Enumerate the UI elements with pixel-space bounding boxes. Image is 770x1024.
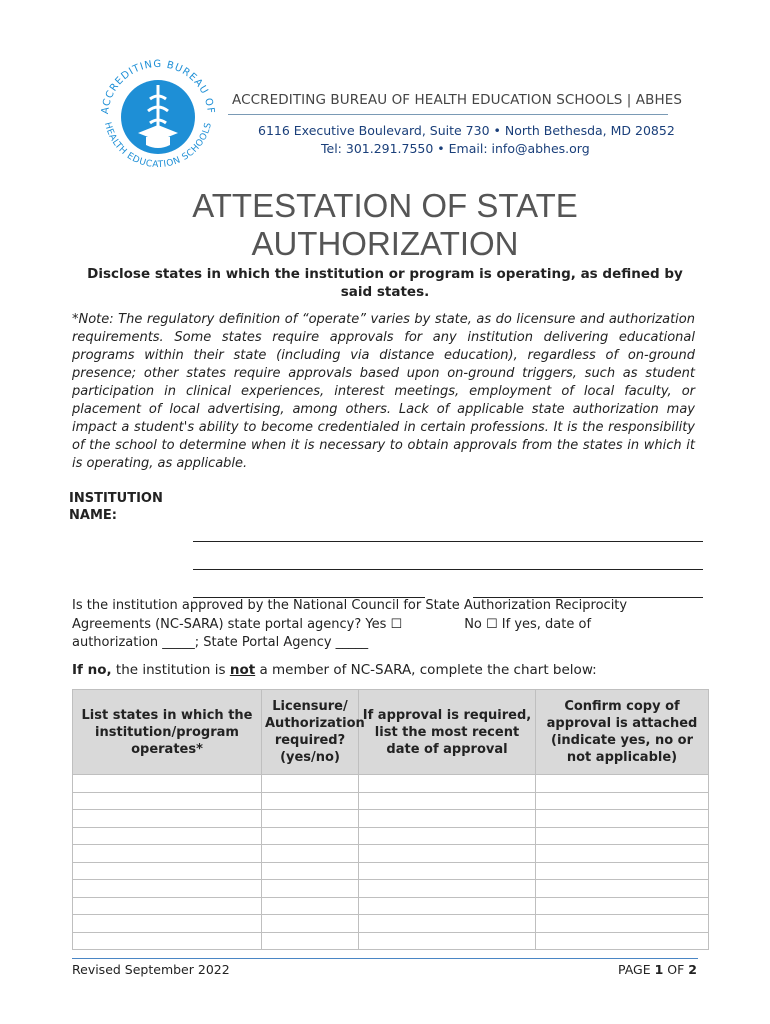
page-word: PAGE <box>617 962 655 977</box>
table-cell[interactable] <box>359 827 536 845</box>
if-no-emphasis: not <box>229 662 256 678</box>
table-cell[interactable] <box>359 932 536 950</box>
institution-name-field-line-2[interactable] <box>193 569 703 570</box>
table-row <box>73 827 709 845</box>
nc-sara-question <box>72 597 692 653</box>
col-header-approval-date: If approval is required, list the most recent date of approval <box>359 690 536 775</box>
table-cell[interactable] <box>536 932 709 950</box>
table-cell[interactable] <box>73 792 262 810</box>
yes-checkbox-label[interactable]: Agreements (NC-SARA) state portal agency? Yes ☐ <box>72 616 403 632</box>
if-no-lead: If no, <box>72 662 112 678</box>
table-cell[interactable] <box>73 932 262 950</box>
title-line-2: AUTHORIZATION <box>251 225 519 262</box>
table-row <box>73 810 709 828</box>
col-header-licensure: Licensure/ Authorization required? (yes/no) <box>262 690 359 775</box>
table-cell[interactable] <box>536 792 709 810</box>
table-row <box>73 792 709 810</box>
table-cell[interactable] <box>536 775 709 793</box>
table-cell[interactable] <box>536 827 709 845</box>
table-cell[interactable] <box>73 862 262 880</box>
table-cell[interactable] <box>262 792 359 810</box>
table-cell[interactable] <box>262 932 359 950</box>
table-row <box>73 932 709 950</box>
table-body <box>73 775 709 950</box>
if-no-mid: the institution is <box>111 662 230 678</box>
of-word: OF <box>663 962 689 977</box>
institution-name-field-line-1[interactable] <box>193 541 703 542</box>
question-line-2 <box>72 616 692 635</box>
header-divider <box>228 114 668 115</box>
title-line-1: ATTESTATION OF STATE <box>192 187 578 224</box>
no-checkbox-label[interactable]: No ☐ If yes, date of <box>464 616 592 632</box>
table-cell[interactable] <box>73 915 262 933</box>
table-row <box>73 862 709 880</box>
table-cell[interactable] <box>73 897 262 915</box>
page-subtitle: Disclose states in which the institution or program is operating, as defined by said states. <box>87 266 683 300</box>
org-name: ACCREDITING BUREAU OF HEALTH EDUCATION SCHOOLS | ABHES <box>232 92 683 108</box>
page-indicator <box>618 962 697 977</box>
table-row <box>73 880 709 898</box>
page-number: 1 <box>654 962 664 977</box>
if-no-instruction <box>72 662 597 678</box>
table-cell[interactable] <box>262 775 359 793</box>
table-cell[interactable] <box>359 792 536 810</box>
table-cell[interactable] <box>262 827 359 845</box>
table-row <box>73 897 709 915</box>
table-cell[interactable] <box>262 810 359 828</box>
table-cell[interactable] <box>73 845 262 863</box>
table-cell[interactable] <box>536 880 709 898</box>
page-total: 2 <box>688 962 697 977</box>
institution-label-line-1: INSTITUTION <box>69 491 163 506</box>
question-line-1: Is the institution approved by the National Council for State Authorization Reciprocity <box>72 598 628 613</box>
table-row <box>73 915 709 933</box>
table-header-row <box>73 690 709 775</box>
table-cell[interactable] <box>536 897 709 915</box>
table-cell[interactable] <box>536 862 709 880</box>
logo-arc-top-text: ACCREDITING BUREAU OF <box>99 58 216 115</box>
col-header-states: List states in which the institution/program operates* <box>73 690 262 775</box>
table-cell[interactable] <box>359 810 536 828</box>
table-cell[interactable] <box>73 810 262 828</box>
table-row <box>73 775 709 793</box>
table-cell[interactable] <box>262 845 359 863</box>
table-cell[interactable] <box>262 915 359 933</box>
table-cell[interactable] <box>262 880 359 898</box>
table-cell[interactable] <box>536 845 709 863</box>
table-cell[interactable] <box>73 827 262 845</box>
org-contact: Tel: 301.291.7550 • Email: info@abhes.org <box>321 141 590 156</box>
col-header-confirm-copy: Confirm copy of approval is attached (indicate yes, no or not applicable) <box>536 690 709 775</box>
page-title <box>0 187 770 263</box>
table-cell[interactable] <box>73 880 262 898</box>
table-cell[interactable] <box>262 862 359 880</box>
table-cell[interactable] <box>359 845 536 863</box>
table-cell[interactable] <box>359 880 536 898</box>
institution-name-label <box>69 490 163 524</box>
table-cell[interactable] <box>536 915 709 933</box>
org-address: 6116 Executive Boulevard, Suite 730 • North Bethesda, MD 20852 <box>258 123 675 138</box>
regulatory-note: *Note: The regulatory definition of “operate” varies by state, as do licensure and authorization requirements. Some states require approvals for any institution delivering educational programs within their state (including via distance education), regardless of on-ground presence; other states require approvals based upon on-ground triggers, such as student participation in clinical experiences, interest meetings, employment of local faculty, or placement of local advertising, among others. Lack of applicable state authorization may impact a student's ability to become credentialed in certain professions. It is the responsibility of the school to determine when it is necessary to obtain approvals from the states in which it is operating, as applicable. <box>72 312 695 471</box>
revision-date: Revised September 2022 <box>72 962 230 977</box>
institution-label-line-2: NAME: <box>69 508 117 523</box>
abhes-logo <box>98 55 218 180</box>
footer-divider <box>72 958 698 959</box>
table-cell[interactable] <box>536 810 709 828</box>
table-cell[interactable] <box>73 775 262 793</box>
table-cell[interactable] <box>262 897 359 915</box>
table-cell[interactable] <box>359 862 536 880</box>
if-no-tail: a member of NC-SARA, complete the chart below: <box>255 662 597 678</box>
logo-arc-bottom-text: HEALTH EDUCATION SCHOOLS <box>101 121 215 171</box>
table-cell[interactable] <box>359 897 536 915</box>
question-line-3[interactable]: authorization _____; State Portal Agency _____ <box>72 635 369 650</box>
table-cell[interactable] <box>359 775 536 793</box>
state-authorization-table <box>72 689 709 950</box>
table-cell[interactable] <box>359 915 536 933</box>
table-row <box>73 845 709 863</box>
